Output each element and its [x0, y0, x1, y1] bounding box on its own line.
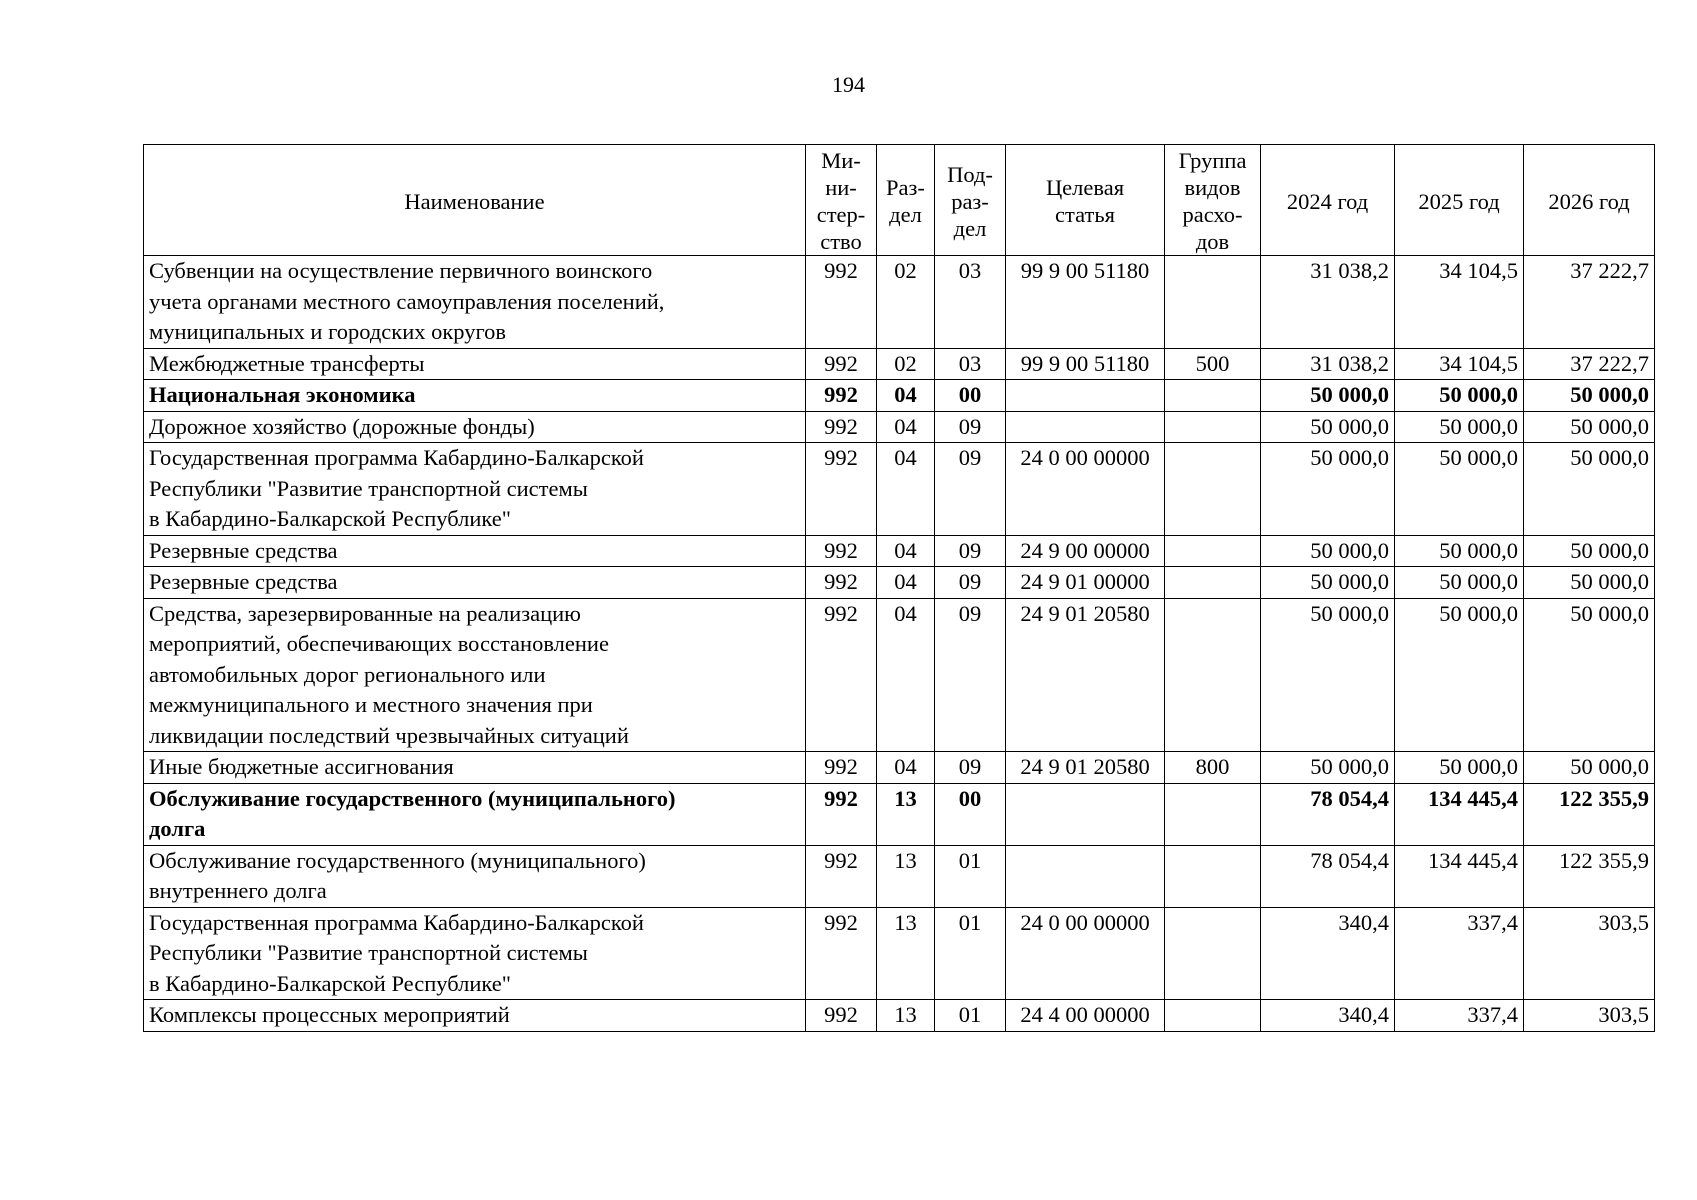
cell-section: 13: [877, 783, 935, 845]
cell-year-2024: 50 000,0: [1261, 598, 1395, 752]
cell-name-line: Средства, зарезервированные на реализацию: [149, 600, 581, 626]
cell-name-line: Государственная программа Кабардино-Балкарской: [149, 909, 644, 935]
header-ministry: Ми- ни- стер- ство: [806, 145, 877, 256]
cell-section: 04: [877, 752, 935, 784]
cell-target-article: 24 9 01 20580: [1006, 598, 1165, 752]
cell-name-line: Субвенции на осуществление первичного воинского: [149, 258, 653, 283]
cell-year-2025: 134 445,4: [1395, 845, 1524, 907]
table-header-row: [144, 145, 1655, 256]
cell-ministry: 992: [806, 380, 877, 412]
header-year-2024: 2024 год: [1261, 145, 1395, 256]
cell-year-2024: 31 038,2: [1261, 348, 1395, 380]
cell-name-line: Резервные средства: [149, 537, 338, 563]
cell-target-article: 99 9 00 51180: [1006, 256, 1165, 349]
table-row: [144, 907, 1655, 1000]
header-year-2026: 2026 год: [1524, 145, 1655, 256]
table-body: [144, 256, 1655, 1032]
cell-ministry: 992: [806, 567, 877, 599]
cell-year-2024: 50 000,0: [1261, 411, 1395, 443]
cell-target-article: 99 9 00 51180: [1006, 348, 1165, 380]
cell-target-article: [1006, 845, 1165, 907]
cell-year-2025: 50 000,0: [1395, 535, 1524, 567]
cell-name: [144, 752, 806, 784]
cell-year-2026: 50 000,0: [1524, 380, 1655, 412]
cell-section: 13: [877, 907, 935, 1000]
cell-name: [144, 907, 806, 1000]
cell-subsection: 09: [935, 535, 1006, 567]
cell-subsection: 09: [935, 567, 1006, 599]
cell-name-line: автомобильных дорог регионального или: [149, 661, 546, 687]
cell-year-2025: 50 000,0: [1395, 443, 1524, 536]
cell-ministry: 992: [806, 256, 877, 349]
cell-section: 04: [877, 411, 935, 443]
cell-expense-group: [1165, 411, 1261, 443]
cell-year-2025: 50 000,0: [1395, 380, 1524, 412]
cell-year-2024: 50 000,0: [1261, 535, 1395, 567]
cell-subsection: 09: [935, 752, 1006, 784]
cell-year-2024: 50 000,0: [1261, 752, 1395, 784]
cell-expense-group: [1165, 845, 1261, 907]
budget-table: [143, 144, 1655, 1032]
cell-name: [144, 411, 806, 443]
cell-subsection: 09: [935, 411, 1006, 443]
cell-expense-group: [1165, 567, 1261, 599]
cell-ministry: 992: [806, 535, 877, 567]
cell-target-article: 24 9 01 00000: [1006, 567, 1165, 599]
header-target-article: Целевая статья: [1006, 145, 1165, 256]
cell-year-2024: 31 038,2: [1261, 256, 1395, 349]
table-row: [144, 535, 1655, 567]
table-row: [144, 1000, 1655, 1032]
cell-ministry: 992: [806, 783, 877, 845]
cell-ministry: 992: [806, 907, 877, 1000]
cell-target-article: 24 0 00 00000: [1006, 907, 1165, 1000]
cell-subsection: 01: [935, 907, 1006, 1000]
header-section: Раз- дел: [877, 145, 935, 256]
cell-name-line: Республики "Развитие транспортной системы: [149, 940, 588, 965]
cell-target-article: 24 4 00 00000: [1006, 1000, 1165, 1032]
cell-name-line: Резервные средства: [149, 569, 338, 594]
table-row: [144, 411, 1655, 443]
cell-subsection: 01: [935, 845, 1006, 907]
cell-year-2026: 50 000,0: [1524, 752, 1655, 784]
cell-year-2025: 50 000,0: [1395, 752, 1524, 784]
cell-target-article: [1006, 411, 1165, 443]
cell-year-2026: 50 000,0: [1524, 567, 1655, 599]
cell-name-line: Дорожное хозяйство (дорожные фонды): [149, 413, 535, 439]
cell-ministry: 992: [806, 845, 877, 907]
page-number: 194: [832, 72, 865, 97]
cell-target-article: [1006, 380, 1165, 412]
cell-year-2026: 50 000,0: [1524, 598, 1655, 752]
cell-subsection: 01: [935, 1000, 1006, 1032]
cell-section: 04: [877, 535, 935, 567]
cell-name: [144, 783, 806, 845]
cell-year-2024: 50 000,0: [1261, 380, 1395, 412]
cell-ministry: 992: [806, 1000, 877, 1032]
cell-year-2026: 50 000,0: [1524, 535, 1655, 567]
cell-name: [144, 567, 806, 599]
cell-year-2025: 50 000,0: [1395, 567, 1524, 599]
cell-subsection: 09: [935, 443, 1006, 536]
cell-name-line: внутреннего долга: [149, 878, 327, 903]
table-row: [144, 752, 1655, 784]
header-expense-group: Группа видов расхо- дов: [1165, 145, 1261, 256]
cell-year-2026: 122 355,9: [1524, 783, 1655, 845]
cell-expense-group: [1165, 907, 1261, 1000]
cell-year-2026: 37 222,7: [1524, 256, 1655, 349]
cell-name-line: межмуниципального и местного значения при: [149, 692, 593, 717]
cell-expense-group: [1165, 1000, 1261, 1032]
cell-ministry: 992: [806, 598, 877, 752]
cell-target-article: 24 0 00 00000: [1006, 443, 1165, 536]
cell-section: 13: [877, 845, 935, 907]
cell-year-2024: 50 000,0: [1261, 443, 1395, 536]
cell-subsection: 09: [935, 598, 1006, 752]
cell-name-line: ликвидации последствий чрезвычайных ситуаций: [149, 722, 629, 748]
cell-year-2024: 78 054,4: [1261, 845, 1395, 907]
table-row: [144, 567, 1655, 599]
cell-year-2026: 303,5: [1524, 1000, 1655, 1032]
cell-name-line: Обслуживание государственного (муниципального): [149, 785, 676, 811]
cell-section: 13: [877, 1000, 935, 1032]
cell-name-line: в Кабардино-Балкарской Республике": [149, 506, 511, 531]
cell-name: [144, 443, 806, 536]
table-row: [144, 256, 1655, 349]
cell-name-line: в Кабардино-Балкарской Республике": [149, 970, 511, 996]
cell-ministry: 992: [806, 348, 877, 380]
cell-name-line: Межбюджетные трансферты: [149, 350, 425, 376]
cell-name-line: учета органами местного самоуправления поселений,: [149, 288, 665, 314]
cell-name-line: мероприятий, обеспечивающих восстановление: [149, 631, 609, 656]
cell-name-line: Национальная экономика: [149, 382, 416, 407]
cell-section: 02: [877, 348, 935, 380]
cell-year-2026: 50 000,0: [1524, 443, 1655, 536]
cell-expense-group: 500: [1165, 348, 1261, 380]
cell-year-2025: 50 000,0: [1395, 411, 1524, 443]
cell-name: [144, 598, 806, 752]
cell-ministry: 992: [806, 443, 877, 536]
cell-subsection: 03: [935, 348, 1006, 380]
cell-name: [144, 348, 806, 380]
cell-year-2025: 34 104,5: [1395, 256, 1524, 349]
cell-year-2026: 50 000,0: [1524, 411, 1655, 443]
cell-expense-group: [1165, 380, 1261, 412]
cell-section: 04: [877, 598, 935, 752]
cell-name-line: Государственная программа Кабардино-Балкарской: [149, 445, 644, 470]
cell-year-2026: 122 355,9: [1524, 845, 1655, 907]
cell-target-article: [1006, 783, 1165, 845]
cell-section: 04: [877, 567, 935, 599]
table-row: [144, 443, 1655, 536]
cell-expense-group: [1165, 598, 1261, 752]
cell-name-line: долга: [149, 816, 206, 841]
cell-name: [144, 256, 806, 349]
cell-section: 02: [877, 256, 935, 349]
cell-expense-group: [1165, 256, 1261, 349]
cell-year-2025: 50 000,0: [1395, 598, 1524, 752]
cell-year-2026: 303,5: [1524, 907, 1655, 1000]
cell-ministry: 992: [806, 752, 877, 784]
cell-target-article: 24 9 01 20580: [1006, 752, 1165, 784]
cell-section: 04: [877, 380, 935, 412]
cell-year-2024: 340,4: [1261, 1000, 1395, 1032]
cell-name-line: Иные бюджетные ассигнования: [149, 754, 454, 779]
cell-expense-group: 800: [1165, 752, 1261, 784]
table-row: [144, 783, 1655, 845]
cell-target-article: 24 9 00 00000: [1006, 535, 1165, 567]
cell-year-2025: 34 104,5: [1395, 348, 1524, 380]
header-subsection: Под- раз- дел: [935, 145, 1006, 256]
cell-name: [144, 535, 806, 567]
cell-subsection: 00: [935, 783, 1006, 845]
cell-subsection: 03: [935, 256, 1006, 349]
cell-year-2025: 337,4: [1395, 1000, 1524, 1032]
table-row: [144, 348, 1655, 380]
cell-year-2025: 337,4: [1395, 907, 1524, 1000]
cell-name-line: Обслуживание государственного (муниципального): [149, 847, 646, 873]
table-row: [144, 598, 1655, 752]
cell-year-2024: 50 000,0: [1261, 567, 1395, 599]
cell-expense-group: [1165, 443, 1261, 536]
cell-name-line: Республики "Развитие транспортной системы: [149, 475, 588, 501]
cell-name: [144, 1000, 806, 1032]
cell-subsection: 00: [935, 380, 1006, 412]
header-year-2025: 2025 год: [1395, 145, 1524, 256]
cell-year-2025: 134 445,4: [1395, 783, 1524, 845]
cell-name: [144, 845, 806, 907]
cell-year-2024: 340,4: [1261, 907, 1395, 1000]
table-row: [144, 380, 1655, 412]
cell-year-2024: 78 054,4: [1261, 783, 1395, 845]
header-name: Наименование: [144, 145, 806, 256]
cell-name-line: Комплексы процессных мероприятий: [149, 1002, 510, 1027]
cell-year-2026: 37 222,7: [1524, 348, 1655, 380]
cell-expense-group: [1165, 535, 1261, 567]
cell-name: [144, 380, 806, 412]
cell-section: 04: [877, 443, 935, 536]
cell-name-line: муниципальных и городских округов: [149, 319, 507, 344]
cell-expense-group: [1165, 783, 1261, 845]
cell-ministry: 992: [806, 411, 877, 443]
table-row: [144, 845, 1655, 907]
